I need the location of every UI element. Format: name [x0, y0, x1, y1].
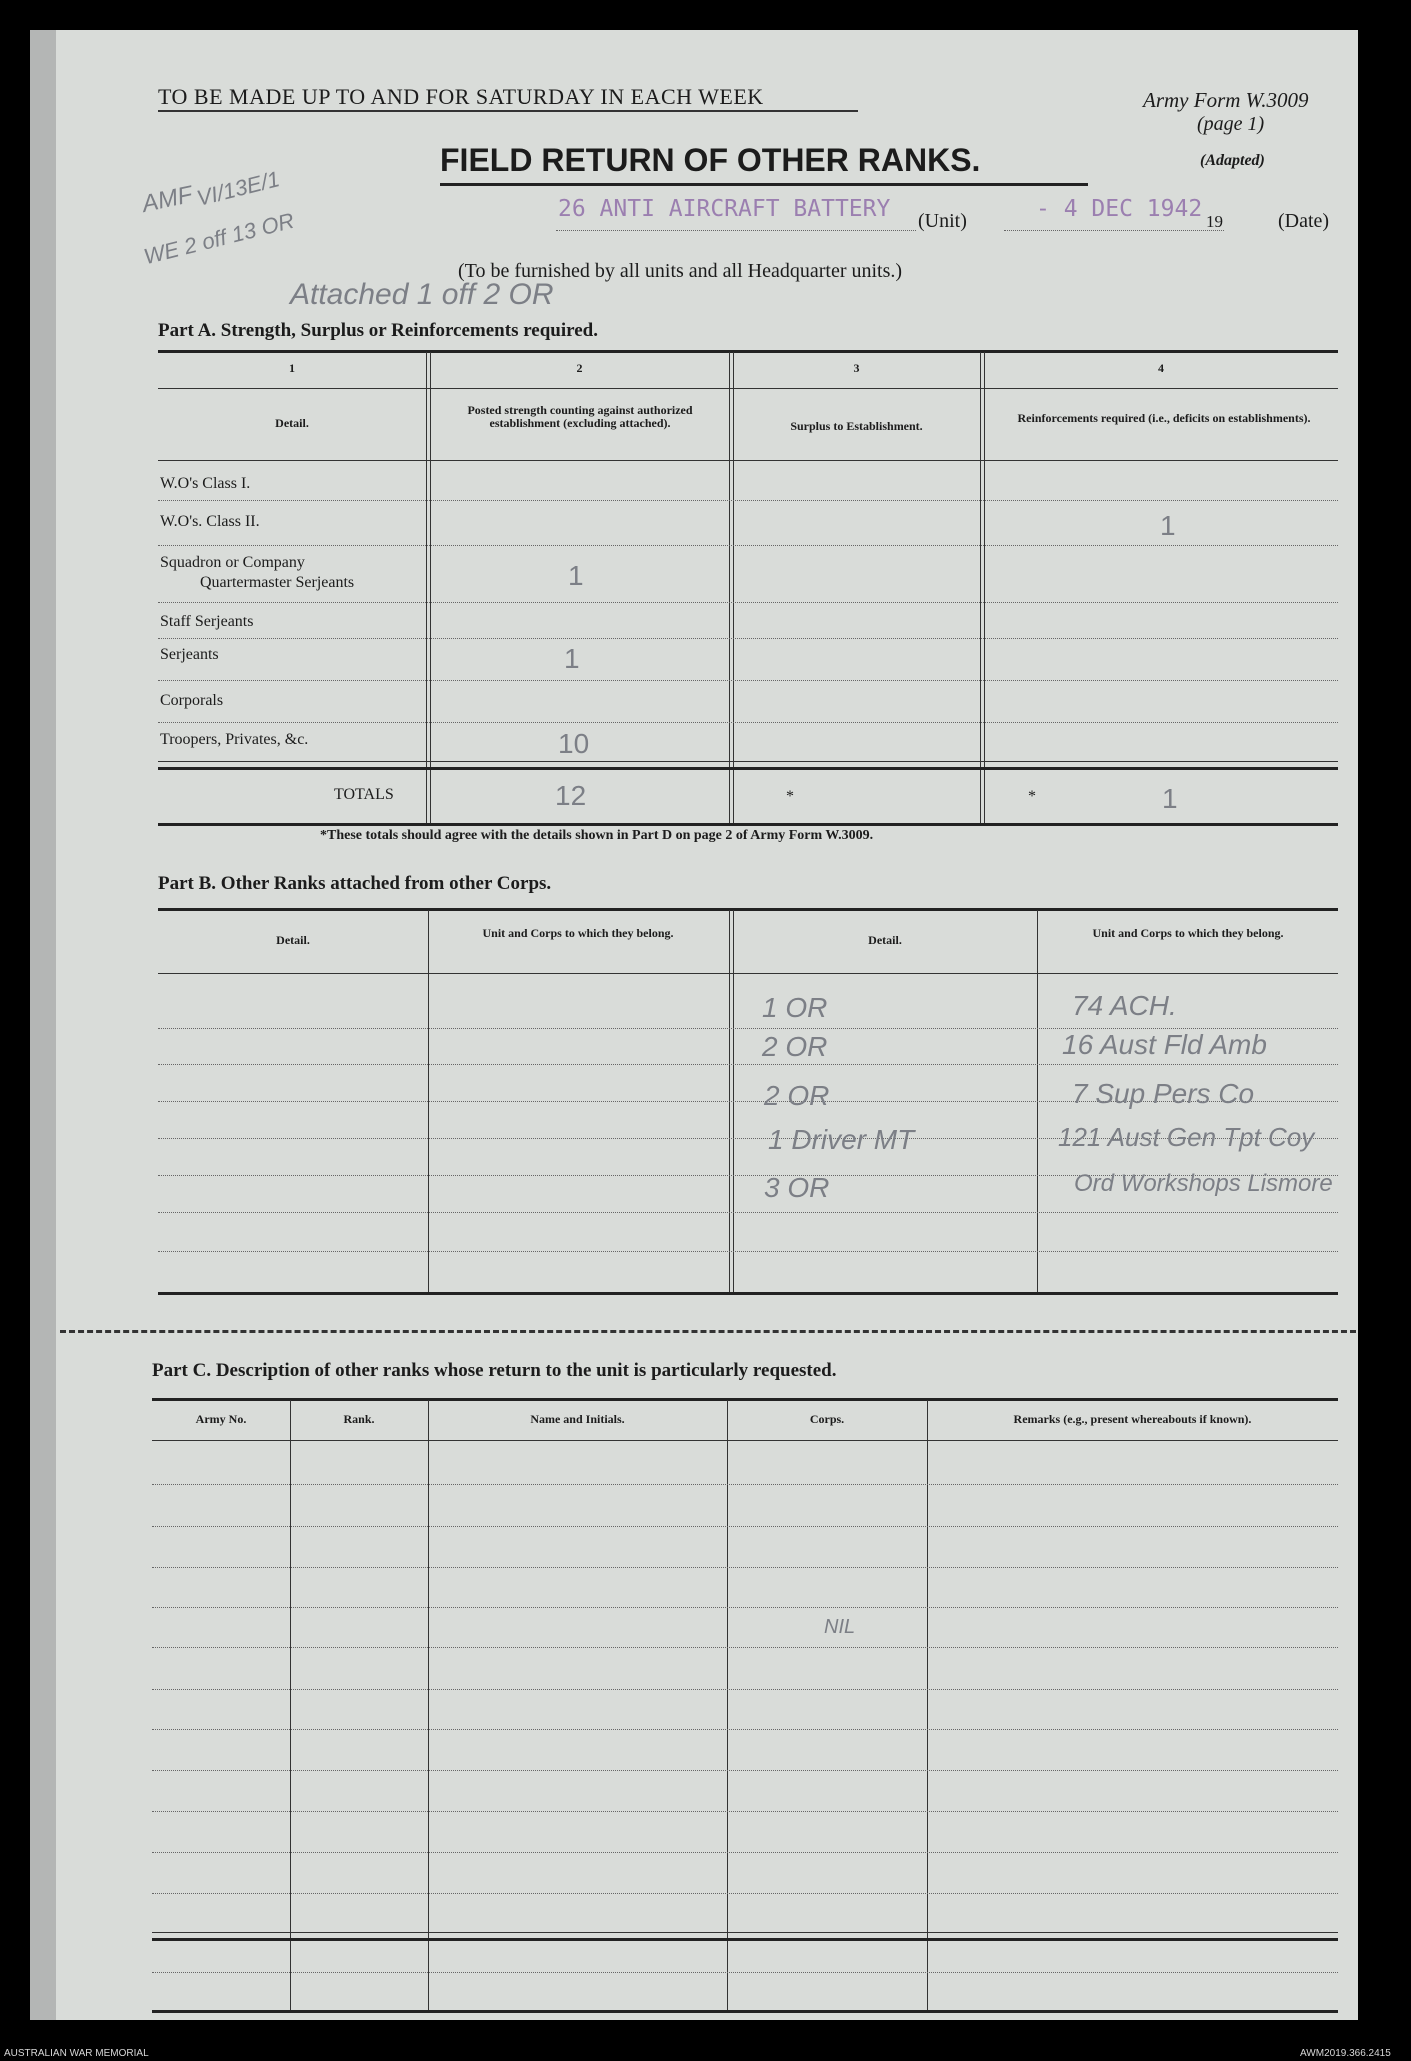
- part-a-col-divider: [426, 352, 431, 824]
- form-title: FIELD RETURN OF OTHER RANKS.: [440, 142, 981, 178]
- form-adapted: (Adapted): [1200, 152, 1265, 169]
- row-rule: [158, 680, 1338, 681]
- part-b-col-header-unit: Unit and Corps to which they belong.: [482, 926, 674, 940]
- part-c-col-divider: [290, 1400, 291, 2012]
- part-a-col-number: 2: [576, 361, 583, 375]
- part-b-top-rule: [158, 908, 1338, 911]
- form-title-underline: [440, 183, 1088, 186]
- part-c-row-rule: [152, 1526, 1338, 1527]
- part-c-row-rule: [152, 1852, 1338, 1853]
- backing-strip: [30, 30, 56, 2020]
- part-c-top-rule: [152, 1398, 1338, 1401]
- part-c-col-header-corps: Corps.: [809, 1412, 845, 1426]
- part-b-col-header-detail-2: Detail.: [868, 933, 902, 947]
- part-c-bottom-rule: [152, 2010, 1338, 2013]
- part-a-header-rule: [158, 460, 1338, 461]
- margin-note-3: WE 2 off 13 OR: [141, 207, 297, 270]
- part-b-entry-detail: 1 Driver MT: [768, 1124, 915, 1155]
- row-label-wo1: W.O's Class I.: [160, 475, 251, 492]
- part-b-entry-detail: 2 OR: [762, 1031, 828, 1062]
- part-c-row-rule-solid: [152, 1932, 1338, 1933]
- part-c-totals-rule: [152, 1938, 1338, 1941]
- totals-rule: [158, 761, 1338, 762]
- part-c-row-rule: [152, 1689, 1338, 1690]
- part-b-col-header-unit-2: Unit and Corps to which they belong.: [1092, 926, 1284, 940]
- row-label-privates: Troopers, Privates, &c.: [160, 731, 309, 748]
- part-b-heading: Part B. Other Ranks attached from other Corps.: [158, 873, 552, 894]
- totals-rule-thick: [158, 767, 1338, 770]
- fold-line: [60, 1330, 1356, 1333]
- totals-reinf-mark: *: [1028, 788, 1036, 805]
- part-a-col-header-surplus: Surplus to Establishment.: [790, 419, 923, 433]
- part-c-row-rule: [152, 1729, 1338, 1730]
- part-c-nil-entry: NIL: [824, 1616, 856, 1638]
- part-c-col-header-name: Name and Initials.: [530, 1412, 625, 1426]
- row-label-wo2: W.O's. Class II.: [160, 513, 260, 530]
- part-a-footnote: *These totals should agree with the details shown in Part D on page 2 of Army Form W.3009.: [320, 828, 874, 843]
- row-rule: [158, 722, 1338, 723]
- furnished-note: (To be furnished by all units and all Headquarter units.): [458, 260, 903, 282]
- part-c-col-header-army-no: Army No.: [195, 1412, 247, 1426]
- part-a-bottom-rule: [158, 823, 1338, 826]
- row-wo2-reinf: 1: [1160, 510, 1176, 541]
- part-c-row-rule: [152, 1770, 1338, 1771]
- part-c-row-rule: [152, 1484, 1338, 1485]
- date-label: (Date): [1278, 210, 1330, 232]
- row-label-sjt: Serjeants: [160, 646, 219, 663]
- part-c-col-header-remarks: Remarks (e.g., present whereabouts if known).: [1013, 1412, 1252, 1426]
- totals-posted: 12: [555, 780, 587, 811]
- margin-note-2: VI/13E/1: [194, 166, 283, 211]
- part-a-number-rule: [158, 388, 1338, 389]
- row-rule: [158, 500, 1338, 501]
- part-a-col-number: 1: [289, 361, 295, 375]
- part-b-entry-unit: 16 Aust Fld Amb: [1062, 1029, 1267, 1060]
- form-number: Army Form W.3009: [1143, 88, 1309, 112]
- part-c-row-rule: [152, 1811, 1338, 1812]
- part-b-row-rule: [158, 1064, 1338, 1065]
- part-a-top-rule: [158, 350, 1338, 353]
- top-instruction-underline: [158, 110, 858, 112]
- part-c-row-rule: [152, 1647, 1338, 1648]
- row-sjt-posted: 1: [564, 643, 580, 674]
- part-a-heading: Part A. Strength, Surplus or Reinforcements required.: [158, 320, 598, 341]
- year-prefix: 19: [1206, 212, 1223, 231]
- totals-surplus-mark: *: [786, 788, 794, 805]
- part-c-heading: Part C. Description of other ranks whose return to the unit is particularly requested.: [152, 1360, 837, 1381]
- part-a-col-number: 3: [853, 361, 860, 375]
- part-b-entry-unit: Ord Workshops Lismore: [1074, 1170, 1333, 1197]
- part-a-col-divider: [980, 352, 985, 824]
- part-b-bottom-rule: [158, 1292, 1338, 1295]
- part-c-col-header-rank: Rank.: [343, 1412, 375, 1426]
- totals-label: TOTALS: [334, 786, 394, 803]
- date-stamp: - 4 DEC 1942: [1036, 196, 1203, 222]
- form-page: (page 1): [1197, 113, 1265, 135]
- part-c-col-divider: [927, 1400, 928, 2012]
- unit-line: [556, 230, 916, 231]
- part-b-col-header-detail: Detail.: [276, 933, 310, 947]
- row-sqms-posted: 1: [568, 560, 584, 591]
- part-a-col-number: 4: [1158, 361, 1164, 375]
- part-c-row-rule: [152, 1607, 1338, 1608]
- part-c-col-divider: [428, 1400, 429, 2012]
- part-a-col-header-detail: Detail.: [275, 416, 309, 430]
- row-privates-posted: 10: [558, 728, 590, 759]
- row-label-sqms: Squadron or Company: [160, 554, 305, 571]
- date-line: [1004, 230, 1224, 231]
- part-c-header-rule: [152, 1440, 1338, 1441]
- attached-note: Attached 1 off 2 OR: [290, 278, 554, 311]
- part-c-row-rule: [152, 1567, 1338, 1568]
- part-a-col-header-posted: Posted strength counting against authorized establishment (excluding attached).: [467, 403, 693, 430]
- part-b-header-rule: [158, 973, 1338, 974]
- part-c-row-rule: [152, 1972, 1338, 1973]
- row-rule: [158, 545, 1338, 546]
- part-b-row-rule: [158, 1212, 1338, 1213]
- row-label-sqms-2: Quartermaster Serjeants: [200, 574, 355, 591]
- part-b-entry-unit: 74 ACH.: [1072, 990, 1177, 1021]
- unit-stamp: 26 ANTI AIRCRAFT BATTERY: [558, 196, 891, 222]
- part-b-entry-detail: 2 OR: [764, 1080, 830, 1111]
- footer-left: AUSTRALIAN WAR MEMORIAL: [4, 2048, 149, 2059]
- part-a-col-header-reinf: Reinforcements required (i.e., deficits on establishments).: [1017, 411, 1311, 425]
- row-label-cpl: Corporals: [160, 692, 224, 709]
- part-b-row-rule: [158, 1251, 1338, 1252]
- part-b-entry-detail: 1 OR: [762, 992, 828, 1023]
- part-b-entry-unit: 7 Sup Pers Co: [1072, 1078, 1255, 1109]
- part-b-entry-detail: 3 OR: [764, 1172, 830, 1203]
- row-rule: [158, 602, 1338, 603]
- part-b-entry-unit: 121 Aust Gen Tpt Coy: [1058, 1122, 1315, 1152]
- part-c-col-divider: [727, 1400, 728, 2012]
- footer-right: AWM2019.366.2415: [1300, 2048, 1391, 2059]
- unit-label: (Unit): [918, 210, 967, 232]
- part-c-row-rule: [152, 1893, 1338, 1894]
- margin-note-1: AMF: [139, 181, 195, 218]
- top-instruction: TO BE MADE UP TO AND FOR SATURDAY IN EACH WEEK: [158, 84, 764, 109]
- row-rule: [158, 638, 1338, 639]
- totals-reinf: 1: [1162, 783, 1178, 814]
- row-label-staff-sjt: Staff Serjeants: [160, 613, 254, 630]
